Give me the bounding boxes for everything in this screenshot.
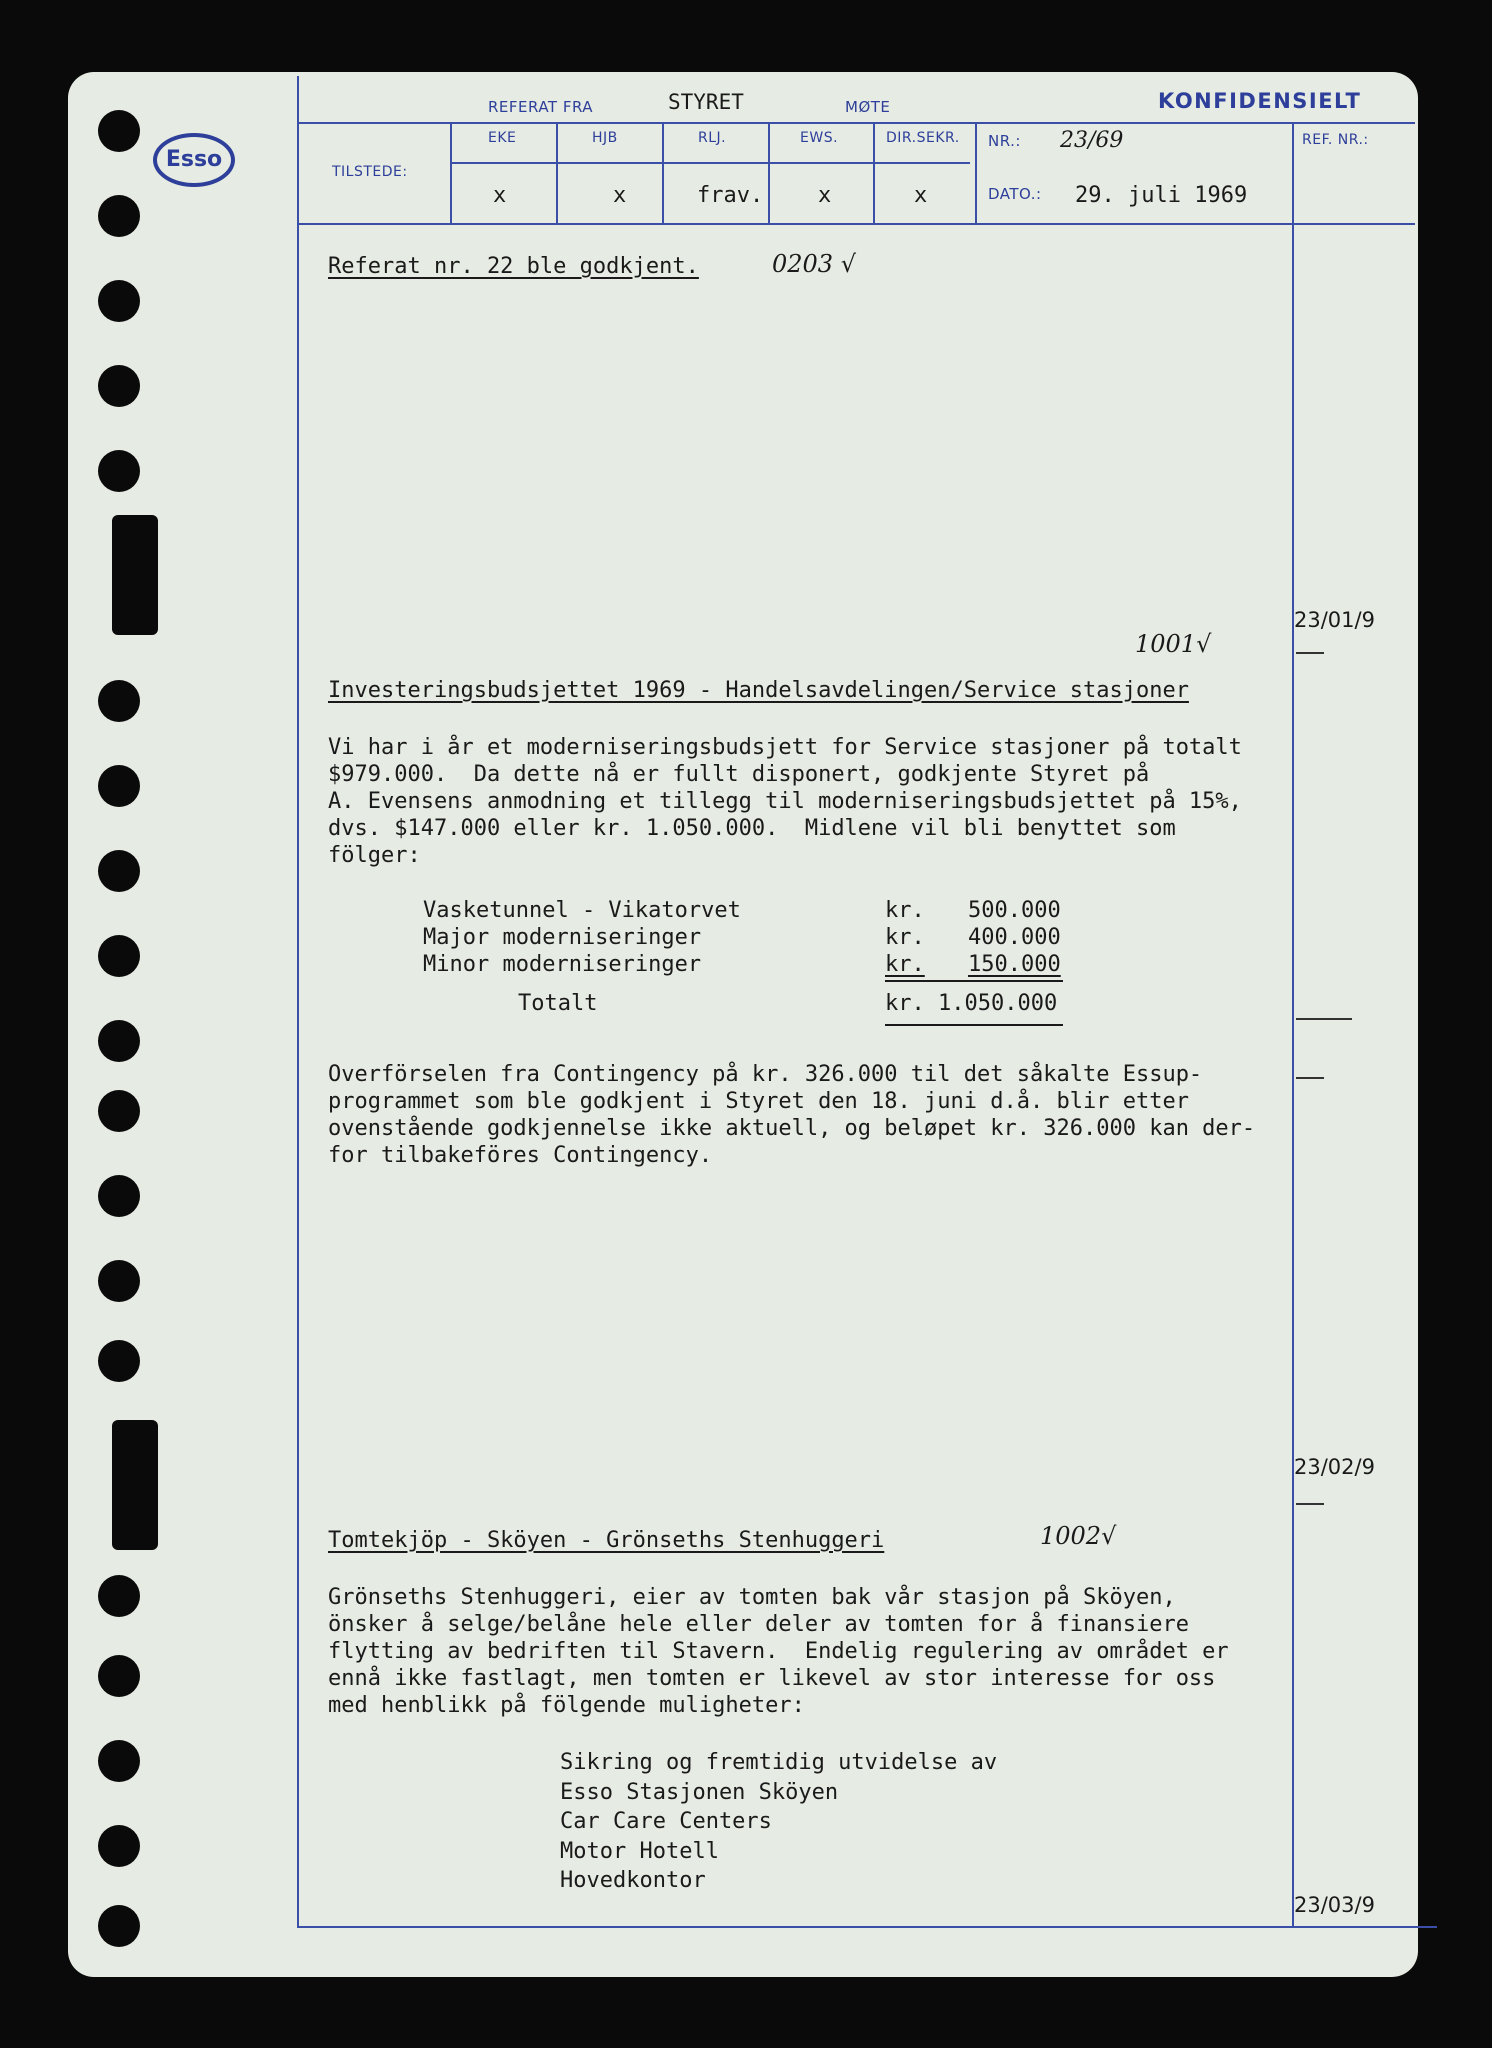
reference-dash [1296, 1018, 1352, 1020]
header-rule [450, 162, 970, 164]
paragraph-line: Overförselen fra Contingency på kr. 326.000 til det såkalte Essup- [328, 1062, 1203, 1087]
attendee-mark: x [493, 183, 507, 208]
paragraph-line: A. Evensens anmodning et tillegg til moderniseringsbudsjettet på 15%, [328, 789, 1242, 814]
binder-hole [98, 935, 140, 977]
binder-tab [112, 1420, 158, 1550]
meeting-name: STYRET [668, 90, 744, 114]
reference-number: 23/02/9 [1294, 1455, 1375, 1479]
binder-hole [98, 1090, 140, 1132]
binder-hole [98, 110, 140, 152]
header-rule [662, 122, 664, 223]
handwritten-number: 1002√ [1040, 1522, 1117, 1550]
reference-number: 23/01/9 [1294, 608, 1375, 632]
attendee-mark: x [914, 183, 928, 208]
bottom-rule [297, 1926, 1437, 1928]
reference-number: 23/03/9 [1294, 1893, 1375, 1917]
attendee-name: EKE [488, 130, 517, 146]
attendee-name: DIR.SEKR. [886, 130, 960, 146]
binder-hole [98, 680, 140, 722]
total-value: kr. 1.050.000 [885, 991, 1058, 1016]
header-rule [556, 122, 558, 223]
left-margin-rule [297, 76, 299, 1928]
list-item: Car Care Centers [560, 1809, 772, 1834]
paragraph-line: med henblikk på fölgende muligheter: [328, 1693, 805, 1718]
paragraph-line: fölger: [328, 843, 421, 868]
reference-dash [1296, 1077, 1324, 1079]
paragraph-line: for tilbakeföres Contingency. [328, 1143, 713, 1168]
budget-item-currency: kr. [885, 925, 925, 950]
attendee-mark: frav. [697, 183, 764, 208]
paragraph-line: $979.000. Da dette nå er fullt disponert, godkjente Styret på [328, 762, 1150, 787]
budget-item-label: Major moderniseringer [423, 925, 702, 950]
ref-column-rule [1292, 122, 1294, 1928]
budget-item-label: Minor moderniseringer [423, 952, 702, 977]
esso-logo: Esso [153, 133, 235, 187]
tilstede-label: TILSTEDE: [332, 164, 408, 180]
paragraph-line: ennå ikke fastlagt, men tomten er likevel av stor interesse for oss [328, 1666, 1216, 1691]
binder-hole [98, 1655, 140, 1697]
budget-item-label: Vasketunnel - Vikatorvet [423, 898, 741, 923]
section-title: Investeringsbudsjettet 1969 - Handelsavdelingen/Service stasjoner [328, 678, 1189, 703]
nr-value: 23/69 [1060, 128, 1124, 153]
binder-hole [98, 280, 140, 322]
confidential-label: KONFIDENSIELT [1158, 89, 1362, 113]
paragraph-line: önsker å selge/belåne hele eller deler av tomten for å finansiere [328, 1612, 1189, 1637]
referat-fra-label: REFERAT FRA [488, 98, 594, 116]
binder-hole [98, 365, 140, 407]
approval-text: Referat nr. 22 ble godkjent. [328, 254, 699, 279]
binder-hole [98, 1340, 140, 1382]
attendee-name: RLJ. [698, 130, 727, 146]
budget-item-amount: 400.000 [968, 925, 1061, 950]
header-rule [297, 122, 1415, 124]
attendee-name: EWS. [800, 130, 839, 146]
document-page [68, 72, 1418, 1977]
handwritten-number: 1001√ [1135, 630, 1212, 658]
binder-hole [98, 765, 140, 807]
paragraph-line: Grönseths Stenhuggeri, eier av tomten bak vår stasjon på Sköyen, [328, 1585, 1176, 1610]
paragraph-line: ovenstående godkjennelse ikke aktuell, og beløpet kr. 326.000 kan der- [328, 1116, 1256, 1141]
budget-item-currency: kr. [885, 898, 925, 923]
header-rule [873, 122, 875, 223]
binder-hole [98, 1175, 140, 1217]
dato-label: DATO.: [988, 185, 1042, 203]
section-title: Tomtekjöp - Sköyen - Grönseths Stenhuggeri [328, 1528, 885, 1553]
reference-dash [1296, 1503, 1324, 1505]
nr-label: NR.: [988, 132, 1021, 150]
attendee-mark: x [818, 183, 832, 208]
paragraph-line: Vi har i år et moderniseringsbudsjett for Service stasjoner på totalt [328, 735, 1242, 760]
list-item: Motor Hotell [560, 1839, 719, 1864]
header-rule [297, 223, 1415, 225]
binder-hole [98, 1905, 140, 1947]
binder-hole [98, 1260, 140, 1302]
budget-item-currency: kr. [885, 952, 925, 977]
total-underline [885, 1024, 1063, 1026]
header-rule [768, 122, 770, 223]
handwritten-number: 0203 √ [772, 250, 856, 278]
list-item: Sikring og fremtidig utvidelse av [560, 1750, 998, 1775]
binder-hole [98, 1740, 140, 1782]
header-rule [975, 122, 977, 223]
ref-nr-label: REF. NR.: [1302, 132, 1369, 148]
paragraph-line: programmet som ble godkjent i Styret den 18. juni d.å. blir etter [328, 1089, 1189, 1114]
binder-hole [98, 450, 140, 492]
list-item: Hovedkontor [560, 1868, 706, 1893]
dato-value: 29. juli 1969 [1075, 183, 1248, 208]
binder-hole [98, 850, 140, 892]
attendee-mark: x [613, 183, 627, 208]
list-item: Esso Stasjonen Sköyen [560, 1780, 839, 1805]
binder-hole [98, 1825, 140, 1867]
binder-tab [112, 515, 158, 635]
mote-label: MØTE [845, 98, 891, 116]
binder-hole [98, 195, 140, 237]
budget-item-amount: 500.000 [968, 898, 1061, 923]
binder-hole [98, 1020, 140, 1062]
budget-item-amount: 150.000 [968, 952, 1061, 977]
reference-dash [1296, 652, 1324, 654]
sum-underline [885, 980, 1063, 982]
header-rule [450, 122, 452, 223]
attendee-name: HJB [592, 130, 618, 146]
binder-hole [98, 1575, 140, 1617]
total-label: Totalt [518, 991, 598, 1016]
paragraph-line: flytting av bedriften til Stavern. Endelig regulering av området er [328, 1639, 1229, 1664]
paragraph-line: dvs. $147.000 eller kr. 1.050.000. Midlene vil bli benyttet som [328, 816, 1176, 841]
